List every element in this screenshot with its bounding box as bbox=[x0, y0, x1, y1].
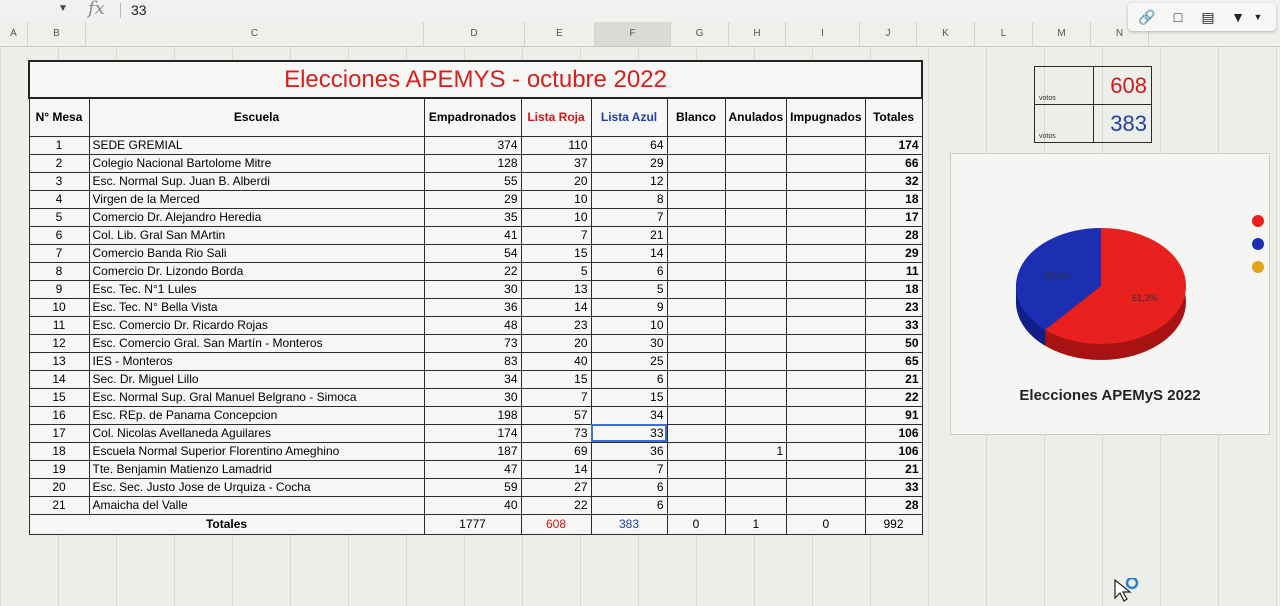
total-lista-azul[interactable]: 383 bbox=[591, 514, 667, 534]
cell-lista-roja[interactable]: 20 bbox=[521, 334, 591, 352]
cell-empadronados[interactable]: 73 bbox=[424, 334, 521, 352]
cell-blanco[interactable] bbox=[667, 262, 725, 280]
cell-escuela[interactable]: Esc. Comercio Gral. San Martín - Monteros bbox=[89, 334, 424, 352]
cell-anulados[interactable] bbox=[725, 154, 787, 172]
header-lista-roja[interactable]: Lista Roja bbox=[521, 98, 591, 136]
cell-blanco[interactable] bbox=[667, 280, 725, 298]
column-header-j[interactable]: J bbox=[860, 22, 917, 46]
cell-totales[interactable]: 106 bbox=[865, 424, 922, 442]
cell-lista-azul[interactable]: 14 bbox=[591, 244, 667, 262]
cell-impugnados[interactable] bbox=[787, 388, 865, 406]
total-impugnados[interactable]: 0 bbox=[787, 514, 865, 534]
chart-icon[interactable]: ▤ bbox=[1201, 9, 1215, 25]
table-row bbox=[29, 424, 922, 442]
cell-lista-azul[interactable]: 30 bbox=[591, 334, 667, 352]
cell-mesa[interactable]: 8 bbox=[29, 262, 89, 280]
cell-lista-roja[interactable]: 110 bbox=[521, 136, 591, 154]
cell-blanco[interactable] bbox=[667, 370, 725, 388]
cell-escuela[interactable]: Virgen de la Merced bbox=[89, 190, 424, 208]
votes-label-roja[interactable]: votos bbox=[1035, 67, 1094, 105]
cell-lista-roja[interactable]: 7 bbox=[521, 388, 591, 406]
cell-impugnados[interactable] bbox=[787, 406, 865, 424]
cell-mesa[interactable]: 19 bbox=[29, 460, 89, 478]
cell-empadronados[interactable]: 128 bbox=[424, 154, 521, 172]
legend-marker-0 bbox=[1252, 215, 1264, 227]
cell-blanco[interactable] bbox=[667, 172, 725, 190]
cell-totales[interactable]: 18 bbox=[865, 190, 922, 208]
cell-mesa[interactable]: 21 bbox=[29, 496, 89, 514]
column-header-g[interactable]: G bbox=[671, 22, 729, 46]
cell-anulados[interactable] bbox=[725, 352, 787, 370]
mouse-cursor-icon bbox=[1113, 578, 1143, 604]
cell-anulados[interactable] bbox=[725, 460, 787, 478]
cell-lista-roja[interactable]: 27 bbox=[521, 478, 591, 496]
cell-lista-roja[interactable]: 15 bbox=[521, 370, 591, 388]
cell-empadronados[interactable]: 36 bbox=[424, 298, 521, 316]
cell-lista-azul[interactable]: 6 bbox=[591, 496, 667, 514]
cell-escuela[interactable]: Tte. Benjamin Matienzo Lamadrid bbox=[89, 460, 424, 478]
cell-impugnados[interactable] bbox=[787, 208, 865, 226]
total-empadronados[interactable]: 1777 bbox=[424, 514, 521, 534]
header-lista-azul[interactable]: Lista Azul bbox=[591, 98, 667, 136]
header-escuela[interactable]: Escuela bbox=[89, 98, 424, 136]
column-header-a[interactable]: A bbox=[0, 22, 28, 46]
cell-empadronados[interactable]: 40 bbox=[424, 496, 521, 514]
pie-data-label-1: 61,3% bbox=[1132, 293, 1158, 304]
cell-lista-roja[interactable]: 15 bbox=[521, 244, 591, 262]
cell-totales[interactable]: 22 bbox=[865, 388, 922, 406]
cell-impugnados[interactable] bbox=[787, 172, 865, 190]
cell-escuela[interactable]: Escuela Normal Superior Florentino Ameghino bbox=[89, 442, 424, 460]
votes-value-azul[interactable]: 383 bbox=[1094, 105, 1152, 143]
total-lista-roja[interactable]: 608 bbox=[521, 514, 591, 534]
table-row bbox=[29, 370, 922, 388]
table-row bbox=[29, 316, 922, 334]
cell-escuela[interactable]: Col. Nicolas Avellaneda Aguilares bbox=[89, 424, 424, 442]
cell-totales[interactable]: 28 bbox=[865, 496, 922, 514]
cell-mesa[interactable]: 1 bbox=[29, 136, 89, 154]
cell-lista-azul[interactable]: 15 bbox=[591, 388, 667, 406]
cell-impugnados[interactable] bbox=[787, 370, 865, 388]
cell-impugnados[interactable] bbox=[787, 316, 865, 334]
cell-escuela[interactable]: Esc. Tec. N°1 Lules bbox=[89, 280, 424, 298]
cell-lista-azul[interactable]: 6 bbox=[591, 370, 667, 388]
table-row bbox=[29, 262, 922, 280]
cell-lista-azul[interactable]: 5 bbox=[591, 280, 667, 298]
cell-blanco[interactable] bbox=[667, 244, 725, 262]
cell-impugnados[interactable] bbox=[787, 244, 865, 262]
cell-lista-roja[interactable]: 5 bbox=[521, 262, 591, 280]
column-header-m[interactable]: M bbox=[1033, 22, 1091, 46]
link-icon[interactable]: 🔗 bbox=[1138, 9, 1156, 25]
cell-impugnados[interactable] bbox=[787, 478, 865, 496]
cell-blanco[interactable] bbox=[667, 352, 725, 370]
fx-icon[interactable]: fx bbox=[88, 0, 105, 19]
cell-anulados[interactable] bbox=[725, 424, 787, 442]
cell-blanco[interactable] bbox=[667, 190, 725, 208]
cell-lista-azul[interactable]: 6 bbox=[591, 478, 667, 496]
cell-lista-azul[interactable]: 10 bbox=[591, 316, 667, 334]
cell-blanco[interactable] bbox=[667, 298, 725, 316]
formula-separator bbox=[120, 3, 121, 18]
formula-bar bbox=[0, 0, 1280, 23]
cell-escuela[interactable]: Colegio Nacional Bartolome Mitre bbox=[89, 154, 424, 172]
cell-impugnados[interactable] bbox=[787, 136, 865, 154]
cell-lista-roja[interactable]: 10 bbox=[521, 190, 591, 208]
cell-impugnados[interactable] bbox=[787, 280, 865, 298]
column-header-l[interactable]: L bbox=[975, 22, 1033, 46]
cell-mesa[interactable]: 3 bbox=[29, 172, 89, 190]
pie-chart-svg bbox=[951, 154, 1269, 384]
votes-label-azul[interactable]: votos bbox=[1035, 105, 1094, 143]
table-row bbox=[29, 154, 922, 172]
cell-anulados[interactable] bbox=[725, 406, 787, 424]
cell-anulados[interactable] bbox=[725, 388, 787, 406]
column-headers bbox=[0, 22, 1280, 47]
cell-impugnados[interactable] bbox=[787, 334, 865, 352]
table-row bbox=[29, 478, 922, 496]
cell-escuela[interactable]: IES - Monteros bbox=[89, 352, 424, 370]
column-header-e[interactable]: E bbox=[525, 22, 595, 46]
cell-lista-azul[interactable]: 6 bbox=[591, 262, 667, 280]
cell-empadronados[interactable]: 83 bbox=[424, 352, 521, 370]
cell-impugnados[interactable] bbox=[787, 262, 865, 280]
cell-escuela[interactable]: Amaicha del Valle bbox=[89, 496, 424, 514]
table-row bbox=[29, 136, 922, 154]
cell-anulados[interactable] bbox=[725, 298, 787, 316]
cell-lista-azul[interactable]: 7 bbox=[591, 460, 667, 478]
cell-empadronados[interactable]: 55 bbox=[424, 172, 521, 190]
cell-escuela[interactable]: SEDE GREMIAL bbox=[89, 136, 424, 154]
cell-lista-roja[interactable]: 69 bbox=[521, 442, 591, 460]
totals-label[interactable]: Totales bbox=[29, 514, 424, 534]
table-row bbox=[29, 442, 922, 460]
cell-mesa[interactable]: 10 bbox=[29, 298, 89, 316]
cell-empadronados[interactable]: 59 bbox=[424, 478, 521, 496]
cell-mesa[interactable]: 5 bbox=[29, 208, 89, 226]
cell-escuela[interactable]: Esc. Comercio Dr. Ricardo Rojas bbox=[89, 316, 424, 334]
cell-blanco[interactable] bbox=[667, 442, 725, 460]
cell-totales[interactable]: 21 bbox=[865, 460, 922, 478]
table-row bbox=[29, 406, 922, 424]
cell-impugnados[interactable] bbox=[787, 442, 865, 460]
cell-lista-azul[interactable]: 12 bbox=[591, 172, 667, 190]
cell-lista-azul[interactable]: 36 bbox=[591, 442, 667, 460]
chevron-down-icon[interactable]: ▼ bbox=[58, 3, 68, 14]
cell-impugnados[interactable] bbox=[787, 424, 865, 442]
cell-lista-roja[interactable]: 57 bbox=[521, 406, 591, 424]
legend-marker-1 bbox=[1252, 238, 1264, 250]
cell-totales[interactable]: 11 bbox=[865, 262, 922, 280]
cell-lista-roja[interactable]: 10 bbox=[521, 208, 591, 226]
chevron-down-icon[interactable]: ▼ bbox=[1253, 12, 1263, 22]
cell-totales[interactable]: 17 bbox=[865, 208, 922, 226]
cell-lista-azul[interactable]: 25 bbox=[591, 352, 667, 370]
cell-empadronados[interactable]: 22 bbox=[424, 262, 521, 280]
cell-empadronados[interactable]: 29 bbox=[424, 190, 521, 208]
cell-escuela[interactable]: Comercio Dr. Alejandro Heredia bbox=[89, 208, 424, 226]
cell-totales[interactable]: 174 bbox=[865, 136, 922, 154]
cell-lista-roja[interactable]: 13 bbox=[521, 280, 591, 298]
cell-mesa[interactable]: 6 bbox=[29, 226, 89, 244]
cell-totales[interactable]: 66 bbox=[865, 154, 922, 172]
cell-totales[interactable]: 29 bbox=[865, 244, 922, 262]
total-blanco[interactable]: 0 bbox=[667, 514, 725, 534]
cell-totales[interactable]: 32 bbox=[865, 172, 922, 190]
election-table bbox=[28, 60, 923, 535]
cell-anulados[interactable] bbox=[725, 280, 787, 298]
cell-empadronados[interactable]: 174 bbox=[424, 424, 521, 442]
cell-blanco[interactable] bbox=[667, 496, 725, 514]
cell-lista-roja[interactable]: 22 bbox=[521, 496, 591, 514]
cell-empadronados[interactable]: 198 bbox=[424, 406, 521, 424]
cell-blanco[interactable] bbox=[667, 424, 725, 442]
table-row bbox=[29, 352, 922, 370]
cell-empadronados[interactable]: 54 bbox=[424, 244, 521, 262]
cell-empadronados[interactable]: 48 bbox=[424, 316, 521, 334]
column-header-d[interactable]: D bbox=[424, 22, 525, 46]
table-row bbox=[29, 496, 922, 514]
cell-anulados[interactable] bbox=[725, 172, 787, 190]
cell-anulados[interactable] bbox=[725, 496, 787, 514]
cell-lista-azul[interactable]: 8 bbox=[591, 190, 667, 208]
cell-anulados[interactable] bbox=[725, 370, 787, 388]
cell-totales[interactable]: 18 bbox=[865, 280, 922, 298]
cell-mesa[interactable]: 20 bbox=[29, 478, 89, 496]
cell-empadronados[interactable]: 187 bbox=[424, 442, 521, 460]
cell-blanco[interactable] bbox=[667, 334, 725, 352]
cell-totales[interactable]: 65 bbox=[865, 352, 922, 370]
total-anulados[interactable]: 1 bbox=[725, 514, 787, 534]
legend-marker-2 bbox=[1252, 261, 1264, 273]
table-row bbox=[29, 298, 922, 316]
cell-lista-azul[interactable]: 21 bbox=[591, 226, 667, 244]
cell-impugnados[interactable] bbox=[787, 298, 865, 316]
cell-anulados[interactable] bbox=[725, 244, 787, 262]
cell-lista-roja[interactable]: 7 bbox=[521, 226, 591, 244]
cell-mesa[interactable]: 7 bbox=[29, 244, 89, 262]
chart-toolbar bbox=[1128, 3, 1276, 31]
table-row bbox=[29, 334, 922, 352]
cell-anulados[interactable] bbox=[725, 334, 787, 352]
table-row bbox=[29, 172, 922, 190]
table-title[interactable]: Elecciones APEMYS - octubre 2022 bbox=[29, 61, 922, 98]
cell-totales[interactable]: 50 bbox=[865, 334, 922, 352]
chart-title: Elecciones APEMyS 2022 bbox=[1019, 387, 1201, 404]
column-header-b[interactable]: B bbox=[28, 22, 86, 46]
header-empadronados[interactable]: Empadronados bbox=[424, 98, 521, 136]
cell-escuela[interactable]: Comercio Dr. Lizondo Borda bbox=[89, 262, 424, 280]
cell-anulados[interactable] bbox=[725, 136, 787, 154]
comment-icon[interactable]: □ bbox=[1173, 9, 1183, 25]
cell-escuela[interactable]: Comercio Banda Rio Sali bbox=[89, 244, 424, 262]
cell-escuela[interactable]: Sec. Dr. Miguel Lillo bbox=[89, 370, 424, 388]
cell-impugnados[interactable] bbox=[787, 496, 865, 514]
cell-blanco[interactable] bbox=[667, 154, 725, 172]
cell-anulados[interactable] bbox=[725, 226, 787, 244]
table-row bbox=[29, 388, 922, 406]
cell-mesa[interactable]: 11 bbox=[29, 316, 89, 334]
header-anulados[interactable]: Anulados bbox=[725, 98, 787, 136]
header-impugnados[interactable]: Impugnados bbox=[787, 98, 865, 136]
cell-mesa[interactable]: 15 bbox=[29, 388, 89, 406]
header-blanco[interactable]: Blanco bbox=[667, 98, 725, 136]
cell-lista-roja[interactable]: 14 bbox=[521, 460, 591, 478]
cell-anulados[interactable]: 1 bbox=[725, 442, 787, 460]
cell-impugnados[interactable] bbox=[787, 352, 865, 370]
cell-escuela[interactable]: Esc. Normal Sup. Gral Manuel Belgrano - Simoca bbox=[89, 388, 424, 406]
cell-mesa[interactable]: 4 bbox=[29, 190, 89, 208]
cell-lista-azul[interactable]: 33 bbox=[591, 424, 667, 442]
cell-lista-azul[interactable]: 9 bbox=[591, 298, 667, 316]
cell-lista-azul[interactable]: 64 bbox=[591, 136, 667, 154]
cell-mesa[interactable]: 18 bbox=[29, 442, 89, 460]
cell-anulados[interactable] bbox=[725, 262, 787, 280]
filter-icon[interactable]: ▼ bbox=[1231, 9, 1245, 25]
total-totales[interactable]: 992 bbox=[865, 514, 922, 534]
cell-totales[interactable]: 91 bbox=[865, 406, 922, 424]
table-row bbox=[29, 244, 922, 262]
cell-lista-roja[interactable]: 23 bbox=[521, 316, 591, 334]
cell-blanco[interactable] bbox=[667, 460, 725, 478]
cell-blanco[interactable] bbox=[667, 478, 725, 496]
column-header-h[interactable]: H bbox=[729, 22, 786, 46]
cell-escuela[interactable]: Esc. Normal Sup. Juan B. Alberdi bbox=[89, 172, 424, 190]
column-header-n[interactable]: N bbox=[1091, 22, 1149, 46]
cell-escuela[interactable]: Col. Lib. Gral San MArtin bbox=[89, 226, 424, 244]
cell-mesa[interactable]: 14 bbox=[29, 370, 89, 388]
table-row bbox=[29, 460, 922, 478]
votes-summary bbox=[1034, 66, 1152, 143]
cell-totales[interactable]: 28 bbox=[865, 226, 922, 244]
cell-lista-azul[interactable]: 34 bbox=[591, 406, 667, 424]
cell-escuela[interactable]: Esc. REp. de Panama Concepcion bbox=[89, 406, 424, 424]
cell-empadronados[interactable]: 34 bbox=[424, 370, 521, 388]
column-header-c[interactable]: C bbox=[86, 22, 424, 46]
cell-impugnados[interactable] bbox=[787, 190, 865, 208]
header-mesa[interactable]: N° Mesa bbox=[29, 98, 89, 136]
cell-empadronados[interactable]: 30 bbox=[424, 388, 521, 406]
cell-empadronados[interactable]: 35 bbox=[424, 208, 521, 226]
cell-mesa[interactable]: 12 bbox=[29, 334, 89, 352]
cell-blanco[interactable] bbox=[667, 316, 725, 334]
cell-totales[interactable]: 106 bbox=[865, 442, 922, 460]
formula-input[interactable]: 33 bbox=[131, 2, 147, 18]
table-row bbox=[29, 226, 922, 244]
cell-blanco[interactable] bbox=[667, 136, 725, 154]
cell-blanco[interactable] bbox=[667, 406, 725, 424]
table-row bbox=[29, 190, 922, 208]
cell-anulados[interactable] bbox=[725, 316, 787, 334]
cell-lista-roja[interactable]: 40 bbox=[521, 352, 591, 370]
cell-mesa[interactable]: 2 bbox=[29, 154, 89, 172]
cell-mesa[interactable]: 13 bbox=[29, 352, 89, 370]
cell-blanco[interactable] bbox=[667, 388, 725, 406]
column-header-k[interactable]: K bbox=[917, 22, 975, 46]
table-row bbox=[29, 208, 922, 226]
cell-impugnados[interactable] bbox=[787, 226, 865, 244]
cell-lista-roja[interactable]: 73 bbox=[521, 424, 591, 442]
cell-lista-azul[interactable]: 29 bbox=[591, 154, 667, 172]
cell-lista-roja[interactable]: 14 bbox=[521, 298, 591, 316]
cell-lista-roja[interactable]: 37 bbox=[521, 154, 591, 172]
cell-impugnados[interactable] bbox=[787, 154, 865, 172]
cell-anulados[interactable] bbox=[725, 190, 787, 208]
cell-mesa[interactable]: 9 bbox=[29, 280, 89, 298]
cell-empadronados[interactable]: 30 bbox=[424, 280, 521, 298]
cell-impugnados[interactable] bbox=[787, 460, 865, 478]
cell-lista-azul[interactable]: 7 bbox=[591, 208, 667, 226]
cell-empadronados[interactable]: 374 bbox=[424, 136, 521, 154]
cell-totales[interactable]: 33 bbox=[865, 316, 922, 334]
cell-mesa[interactable]: 17 bbox=[29, 424, 89, 442]
cell-escuela[interactable]: Esc. Tec. N° Bella Vista bbox=[89, 298, 424, 316]
column-header-i[interactable]: I bbox=[786, 22, 860, 46]
cell-totales[interactable]: 33 bbox=[865, 478, 922, 496]
pie-data-label-0: 38,6% bbox=[1044, 270, 1070, 281]
cell-escuela[interactable]: Esc. Sec. Justo Jose de Urquiza - Cocha bbox=[89, 478, 424, 496]
column-header-f[interactable]: F bbox=[595, 22, 671, 46]
pie-chart[interactable] bbox=[950, 153, 1270, 435]
cell-blanco[interactable] bbox=[667, 208, 725, 226]
cell-empadronados[interactable]: 47 bbox=[424, 460, 521, 478]
cell-anulados[interactable] bbox=[725, 478, 787, 496]
cell-mesa[interactable]: 16 bbox=[29, 406, 89, 424]
header-totales[interactable]: Totales bbox=[865, 98, 922, 136]
cell-anulados[interactable] bbox=[725, 208, 787, 226]
cell-totales[interactable]: 21 bbox=[865, 370, 922, 388]
table-row bbox=[29, 280, 922, 298]
cell-empadronados[interactable]: 41 bbox=[424, 226, 521, 244]
cell-blanco[interactable] bbox=[667, 226, 725, 244]
cell-totales[interactable]: 23 bbox=[865, 298, 922, 316]
cell-lista-roja[interactable]: 20 bbox=[521, 172, 591, 190]
votes-value-roja[interactable]: 608 bbox=[1094, 67, 1152, 105]
